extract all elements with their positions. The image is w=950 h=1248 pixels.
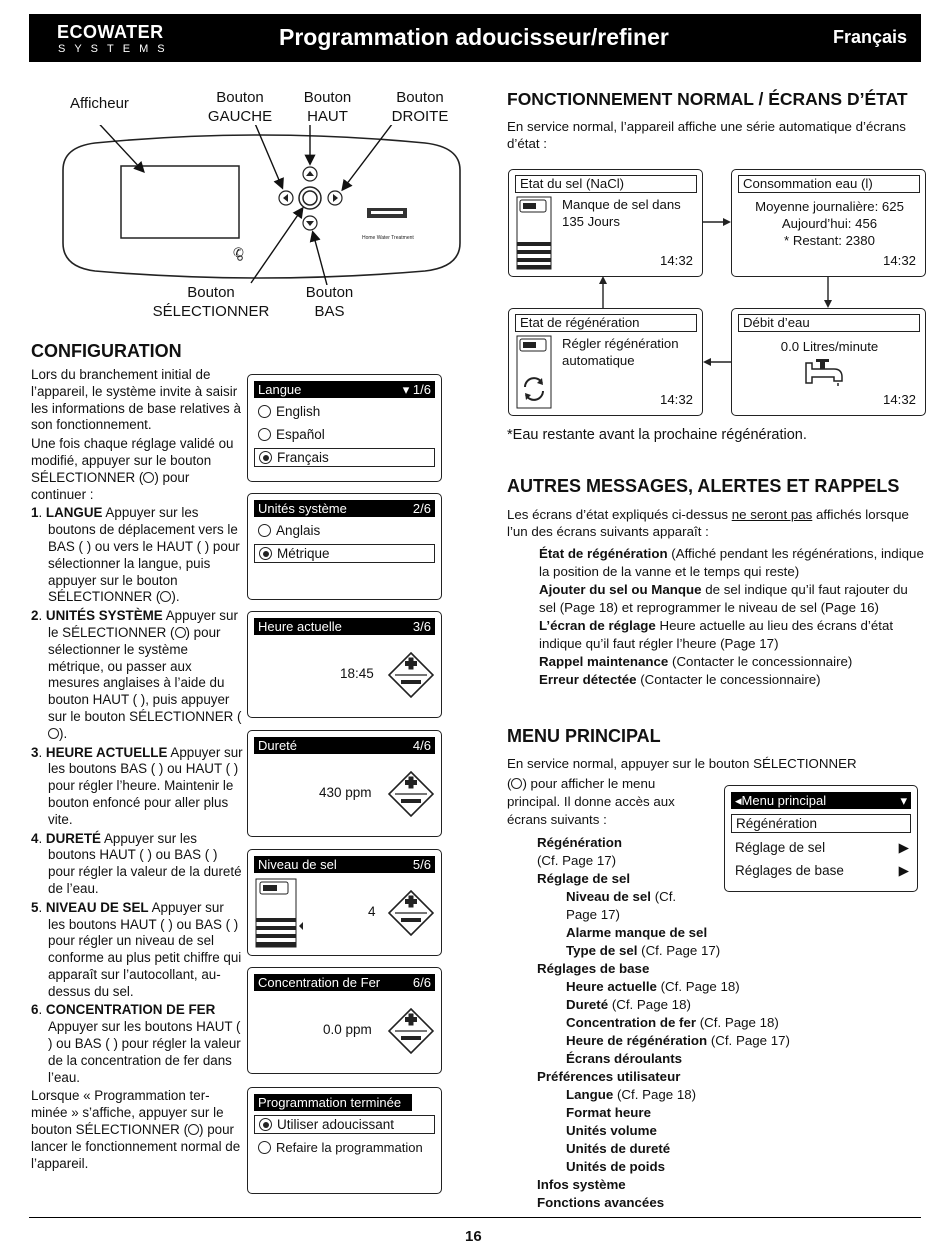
menu-list-item: Fonctions avancées — [537, 1195, 665, 1210]
menu-list-item: Niveau de sel (Cf. — [566, 889, 677, 904]
menu-list-item: Écrans déroulants — [566, 1051, 683, 1066]
footer-divider — [29, 1217, 921, 1218]
menu-list-item: Page 17) — [566, 907, 620, 922]
alerts-intro: Les écrans d’état expliqués ci-dessus ne seront pas affichés lorsque l’un des écrans suivants apparaît : — [507, 507, 909, 539]
page-number: 16 — [465, 1228, 482, 1245]
select-circle-icon — [143, 472, 154, 483]
menu-item-base-settings[interactable]: Réglages de base ▶ — [735, 862, 909, 878]
menu-item-regeneration[interactable]: Régénération — [731, 814, 911, 833]
menu-list-item: Unités de dureté — [566, 1141, 671, 1156]
menu-list-item: Heure actuelle (Cf. Page 18) — [566, 979, 740, 994]
screen-language: Langue ▾ 1/6 English Español Français — [247, 374, 442, 482]
menu-list-item: (Cf. Page 17) — [537, 853, 617, 868]
label-up-button: Bouton HAUT — [303, 89, 352, 125]
arrow-down-icon — [820, 276, 836, 308]
plus-minus-icon — [388, 890, 434, 936]
label-left-button: Bouton GAUCHE — [207, 89, 273, 125]
menu-item-salt-settings[interactable]: Réglage de sel ▶ — [735, 839, 909, 855]
menu-intro2: ( ) pour afficher le menu principal. Il donne accès aux écrans suivants : — [507, 776, 675, 827]
menu-list-item: Infos système — [537, 1177, 626, 1192]
config-text: Lors du branchement initial de l’appareil, le système invite à saisir les informations de base relatives à son fonctionnement. Une fois chaque réglage validé ou modifié, appuyer sur le bouton SÉLECTIONNER ( ) pour continuer : 1. LANGUE Appuyer sur les boutons de déplacement vers le BAS ( ) ou vers le HAUT ( ) pour sélectionner la langue, puis appuyer sur le bouton SÉLECTIONNER ( ). 2. UNITÉS SYSTÈME Appuyer sur le SÉLECTIONNER ( ) pour sélectionner le système métrique, ou passer aux mesures anglaises à l’aide du bouton HAUT ( ), puis appuyer sur le bouton SÉLECTIONNER (). 3. HEURE ACTUELLE Appuyer sur les boutons BAS ( ) ou HAUT ( ) pour régler l’heure. Maintenir le bouton enfoncé pour aller plus vite. 4. DURETÉ Appuyer sur les boutons HAUT ( ) ou BAS ( ) pour régler la valeur de la dureté de l’eau. 5. NIVEAU DE SEL Appuyer sur les boutons HAUT ( ) ou BAS ( ) pour régler un niveau de sel conforme au plus petit chiffre qui apparaît sur l’autocollant, au-dessus du sel. 6. CONCENTRATION DE FER Appuyer sur les boutons HAUT ( ) ou BAS ( ) pour régler la valeur de la concentration de fer dans l’eau. Lorsque « Programmation ter-minée » s’affiche, appuyer sur le bouton SÉLECTIONNER ( ) pour lancer le fonctionnement normal de l’appareil. — [31, 367, 243, 1171]
option-use-softener[interactable]: Utiliser adoucissant — [254, 1115, 435, 1134]
label-display: Afficheur — [70, 95, 129, 112]
menu-list-item: Régénération — [537, 835, 622, 850]
brand-subtitle: SYSTEMS — [58, 43, 174, 55]
alert-item: Rappel maintenance (Contacter le concessionnaire) — [539, 654, 853, 669]
option-espanol[interactable]: Español — [254, 425, 435, 444]
status-regeneration: Etat de régénération Régler régénération automatique 14:32 — [508, 308, 703, 416]
menu-heading: MENU PRINCIPAL — [507, 726, 661, 746]
remaining-note: *Eau restante avant la prochaine régénération. — [507, 427, 807, 443]
arrow-up-icon — [595, 276, 611, 308]
menu-list-item: Alarme manque de sel — [566, 925, 708, 940]
brand-name: ECOWATER — [57, 22, 164, 42]
label-select-button: Bouton SÉLECTIONNER — [152, 284, 270, 320]
radio-icon — [258, 405, 271, 418]
option-english[interactable]: English — [254, 402, 435, 421]
language-label: Français — [832, 27, 907, 47]
arrow-left-icon — [703, 354, 731, 370]
page-header — [29, 14, 921, 62]
display-screen — [121, 166, 239, 238]
option-anglais[interactable]: Anglais — [254, 521, 435, 540]
plus-minus-icon — [388, 771, 434, 817]
menu-list-item: Préférences utilisateur — [537, 1069, 681, 1084]
menu-list-item: Concentration de fer (Cf. Page 18) — [566, 1015, 779, 1030]
salt-tank-icon — [255, 878, 305, 950]
chevron-right-icon: ▶ — [898, 839, 909, 855]
menu-intro1: En service normal, appuyer sur le bouton SÉLECTIONNER — [507, 756, 857, 771]
salt-tank-icon — [516, 196, 554, 272]
regeneration-icon — [516, 335, 554, 411]
menu-list-item: Réglages de base — [537, 961, 650, 976]
radio-selected-icon — [259, 451, 272, 464]
menu-list-item: Heure de régénération (Cf. Page 17) — [566, 1033, 790, 1048]
label-down-button: Bouton BAS — [305, 284, 354, 320]
plus-minus-icon — [388, 652, 434, 698]
menu-list-item: Unités de poids — [566, 1159, 665, 1174]
menu-list-item: Réglage de sel — [537, 871, 631, 886]
screen-iron: Concentration de Fer 6/6 0.0 ppm — [247, 967, 442, 1074]
screen-programming-done: Programmation terminée Utiliser adoucissant Refaire la programmation — [247, 1087, 442, 1194]
alerts-list — [539, 545, 924, 689]
menu-list-item: Dureté (Cf. Page 18) — [566, 997, 691, 1012]
plus-minus-icon — [388, 1008, 434, 1054]
option-francais[interactable]: Français — [254, 448, 435, 467]
menu-list-item: Unités volume — [566, 1123, 657, 1138]
label-right-button: Bouton DROITE — [391, 89, 449, 125]
screen-current-time: Heure actuelle 3/6 18:45 — [247, 611, 442, 718]
status-salt: Etat du sel (NaCl) Manque de sel dans 135 Jours 14:32 — [508, 169, 703, 277]
status-water-consumption: Consommation eau (l) Moyenne journalière: 625 Aujourd’hui: 456 * Restant: 2380 14:32 — [731, 169, 926, 277]
device-brand-small: Home Water Treatment — [362, 235, 414, 241]
option-redo-programming[interactable]: Refaire la programmation — [254, 1138, 435, 1157]
screen-main-menu: ◂Menu principal ▾ Régénération Réglage de sel ▶ Réglages de base ▶ — [724, 785, 918, 892]
status-water-flow: Débit d’eau 0.0 Litres/minute 14:32 — [731, 308, 926, 416]
chevron-right-icon: ▶ — [898, 862, 909, 878]
radio-icon — [258, 428, 271, 441]
arrow-right-icon — [703, 214, 731, 230]
normal-heading: FONCTIONNEMENT NORMAL / ÉCRANS D’ÉTAT — [507, 89, 908, 109]
menu-list-item: Type de sel (Cf. Page 17) — [566, 943, 721, 958]
alert-item: L’écran de réglage Heure actuelle au lieu des écrans d’état indique qu’il faut régler l’heure (Page 17) — [539, 618, 894, 651]
alerts-heading: AUTRES MESSAGES, ALERTES ET RAPPELS — [507, 476, 900, 496]
page-title: Programmation adoucisseur/refiner — [279, 24, 669, 50]
screen-units: Unités système 2/6 Anglais Métrique — [247, 493, 442, 600]
alert-item: Ajouter du sel ou Manque de sel indique qu’il faut rajouter du sel (Page 18) et reprogrammer le niveau de sel (Page 16) — [539, 582, 908, 615]
normal-intro: En service normal, l’appareil affiche une série automatique d’écrans d’état : — [507, 119, 906, 151]
screen-salt-level: Niveau de sel 5/6 4 — [247, 849, 442, 956]
alert-item: Erreur détectée (Contacter le concessionnaire) — [539, 672, 821, 687]
menu-list-item: Langue (Cf. Page 18) — [566, 1087, 697, 1102]
svg-text:✆: ✆ — [233, 245, 244, 260]
config-heading: CONFIGURATION — [31, 341, 182, 361]
alert-item: État de régénération (Affiché pendant les régénérations, indique la position de la vanne et le temps qui reste) — [539, 546, 924, 579]
screen-hardness: Dureté 4/6 430 ppm — [247, 730, 442, 837]
device-diagram — [55, 125, 465, 285]
menu-list-item: Format heure — [566, 1105, 651, 1120]
option-metrique[interactable]: Métrique — [254, 544, 435, 563]
faucet-icon — [804, 357, 848, 387]
